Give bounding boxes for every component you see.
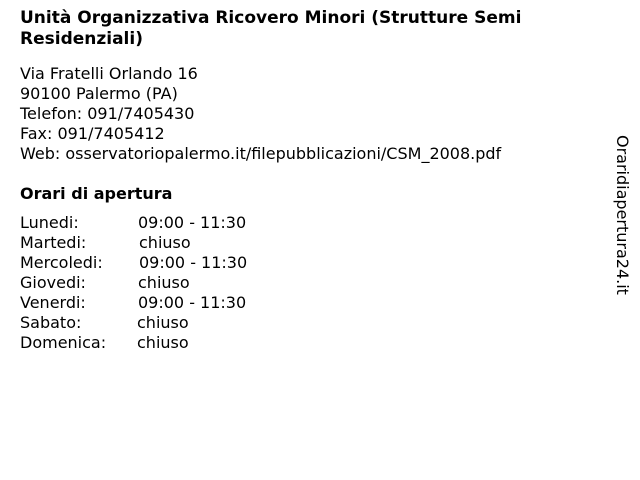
- hours-value: 09:00 - 11:30: [139, 253, 248, 272]
- address-block: [20, 64, 501, 164]
- hours-value: chiuso: [137, 333, 189, 352]
- hours-value: chiuso: [139, 233, 191, 252]
- city: 90100 Palermo (PA): [20, 84, 178, 103]
- website-link[interactable]: Web: osservatoriopalermo.it/filepubblicazioni/CSM_2008.pdf: [20, 144, 502, 163]
- page-title: Unità Organizzativa Ricovero Minori (Strutture Semi Residenziali): [20, 8, 522, 49]
- opening-hours-heading: Orari di apertura: [20, 184, 173, 203]
- site-brand-vertical: Oraridiapertura24.it: [613, 135, 632, 295]
- day-label: Sabato:: [20, 313, 82, 332]
- street-address: Via Fratelli Orlando 16: [20, 64, 198, 83]
- day-label: Lunedi:: [20, 213, 79, 232]
- fax-number: Fax: 091/7405412: [20, 124, 165, 143]
- day-label: Venerdi:: [20, 293, 86, 312]
- day-label: Mercoledi:: [20, 253, 103, 272]
- phone-number: Telefon: 091/7405430: [20, 104, 195, 123]
- hours-value: chiuso: [138, 273, 190, 292]
- hours-value: 09:00 - 11:30: [138, 213, 247, 232]
- day-label: Domenica:: [20, 333, 107, 352]
- hours-value: 09:00 - 11:30: [138, 293, 247, 312]
- hours-value: chiuso: [137, 313, 189, 332]
- day-label: Martedi:: [20, 233, 87, 252]
- day-label: Giovedi:: [20, 273, 86, 292]
